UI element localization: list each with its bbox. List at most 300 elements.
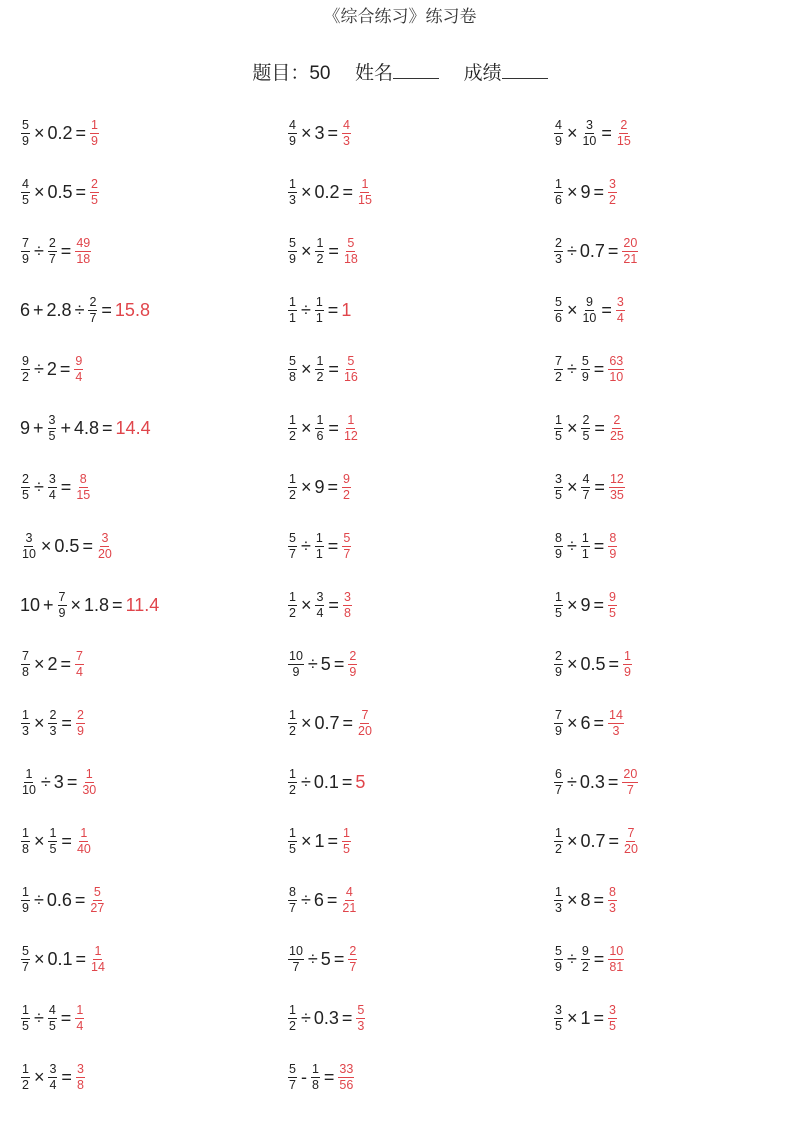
problem-item xyxy=(20,930,280,989)
denominator: 7 xyxy=(582,488,590,502)
numerator: 10 xyxy=(289,944,303,958)
fraction xyxy=(21,532,37,561)
operator: × xyxy=(300,595,312,615)
denominator: 3 xyxy=(49,724,57,738)
denominator: 4 xyxy=(48,488,56,502)
equals-sign: = xyxy=(601,123,612,143)
problem-item xyxy=(287,458,547,517)
number: 2 xyxy=(47,654,58,674)
denominator: 8 xyxy=(22,842,29,856)
problem-count: 题目：50 xyxy=(252,63,331,84)
denominator: 5 xyxy=(582,429,590,443)
equals-sign: = xyxy=(333,654,345,674)
problem-item xyxy=(20,576,280,635)
fraction xyxy=(554,591,563,620)
fraction xyxy=(48,1063,57,1092)
equals-sign: = xyxy=(59,359,71,379)
numerator: 2 xyxy=(91,177,98,191)
fraction xyxy=(21,119,30,148)
answer-fraction xyxy=(75,650,84,679)
fraction xyxy=(21,886,30,915)
problem-expression xyxy=(20,532,114,561)
fraction xyxy=(21,355,30,384)
operator: + xyxy=(33,418,44,438)
number: 0.3 xyxy=(313,1008,339,1028)
denominator: 21 xyxy=(623,252,638,266)
equals-sign: = xyxy=(102,418,113,438)
answer-fraction xyxy=(608,709,624,738)
answer-fraction xyxy=(76,709,85,738)
problem-expression xyxy=(20,709,86,738)
numerator: 9 xyxy=(585,295,593,309)
problem-item xyxy=(553,163,800,222)
number: 0.1 xyxy=(313,772,339,792)
problem-expression xyxy=(553,178,618,207)
numerator: 1 xyxy=(22,885,29,899)
fraction xyxy=(21,768,37,797)
number: 0.7 xyxy=(314,713,340,733)
fraction xyxy=(288,473,297,502)
denominator: 8 xyxy=(289,370,296,384)
problem-expression xyxy=(287,945,358,974)
operator: ÷ xyxy=(566,949,577,969)
number: 5 xyxy=(320,654,331,674)
problem-column-2 xyxy=(287,104,547,1107)
answer-fraction xyxy=(623,650,632,679)
equals-sign: = xyxy=(341,1008,353,1028)
problem-expression xyxy=(287,768,365,797)
numerator: 9 xyxy=(581,944,589,958)
answer-fraction xyxy=(608,532,617,561)
denominator: 9 xyxy=(609,547,617,561)
operator: ÷ xyxy=(300,890,311,910)
numerator: 3 xyxy=(48,472,56,486)
name-blank[interactable] xyxy=(393,62,439,79)
numerator: 5 xyxy=(343,531,351,545)
denominator: 5 xyxy=(48,1019,56,1033)
numerator: 14 xyxy=(609,708,623,722)
denominator: 2 xyxy=(555,370,562,384)
numerator: 8 xyxy=(555,531,562,545)
fraction xyxy=(288,827,297,856)
denominator: 5 xyxy=(22,193,29,207)
numerator: 9 xyxy=(22,354,29,368)
problem-item xyxy=(287,694,547,753)
fraction xyxy=(21,709,30,738)
denominator: 9 xyxy=(581,370,589,384)
fraction xyxy=(581,414,590,443)
denominator: 8 xyxy=(22,665,29,679)
denominator: 2 xyxy=(289,606,296,620)
fraction xyxy=(554,768,563,797)
denominator: 2 xyxy=(289,1019,296,1033)
numerator: 3 xyxy=(316,590,324,604)
numerator: 5 xyxy=(289,354,296,368)
denominator: 6 xyxy=(555,193,562,207)
number: 4.8 xyxy=(74,418,100,438)
fraction xyxy=(288,237,297,266)
numerator: 8 xyxy=(609,885,616,899)
answer-value: 14.4 xyxy=(115,418,151,438)
problem-expression xyxy=(553,532,618,561)
operator: × xyxy=(566,1008,578,1028)
operator: × xyxy=(566,418,578,438)
denominator: 6 xyxy=(316,429,324,443)
numerator: 1 xyxy=(94,944,102,958)
operator: + xyxy=(60,418,71,438)
numerator: 7 xyxy=(555,708,562,722)
denominator: 7 xyxy=(48,252,56,266)
problem-item xyxy=(553,458,800,517)
operator: × xyxy=(566,654,578,674)
operator: × xyxy=(33,831,45,851)
numerator: 7 xyxy=(555,354,562,368)
equals-sign: = xyxy=(74,890,86,910)
numerator: 2 xyxy=(349,944,357,958)
denominator: 5 xyxy=(91,193,98,207)
numerator: 1 xyxy=(555,590,562,604)
denominator: 2 xyxy=(289,429,296,443)
denominator: 1 xyxy=(315,547,323,561)
numerator: 2 xyxy=(89,295,97,309)
problem-expression xyxy=(287,355,360,384)
problem-expression xyxy=(553,237,639,266)
numerator: 1 xyxy=(91,118,98,132)
numerator: 2 xyxy=(49,708,57,722)
denominator: 9 xyxy=(555,724,562,738)
problem-expression xyxy=(20,886,106,915)
problem-item xyxy=(287,104,547,163)
answer-value: 5 xyxy=(355,772,366,792)
answer-value: 15.8 xyxy=(114,300,150,320)
problem-expression xyxy=(20,650,85,679)
equals-sign: = xyxy=(82,536,93,556)
number: 1.8 xyxy=(84,595,110,615)
denominator: 9 xyxy=(91,134,98,148)
problem-item xyxy=(553,989,800,1048)
operator: × xyxy=(566,182,578,202)
problem-item xyxy=(553,753,800,812)
operator: × xyxy=(33,949,45,969)
answer-fraction xyxy=(342,473,351,502)
numerator: 12 xyxy=(609,472,624,486)
answer-fraction xyxy=(75,473,91,502)
answer-fraction xyxy=(608,945,624,974)
number: 6 xyxy=(313,890,324,910)
denominator: 56 xyxy=(339,1078,354,1092)
answer-fraction xyxy=(356,1004,365,1033)
problem-item xyxy=(20,871,280,930)
numerator: 8 xyxy=(609,531,617,545)
equals-sign: = xyxy=(327,831,338,851)
fraction xyxy=(315,296,324,325)
equals-sign: = xyxy=(327,477,338,497)
denominator: 7 xyxy=(343,547,351,561)
numerator: 5 xyxy=(289,1062,296,1076)
denominator: 2 xyxy=(289,724,296,738)
answer-fraction xyxy=(342,119,351,148)
operator: × xyxy=(300,182,312,202)
answer-fraction xyxy=(338,1063,354,1092)
answer-fraction xyxy=(609,414,625,443)
fraction xyxy=(581,119,597,148)
number: 9 xyxy=(314,477,325,497)
equals-sign: = xyxy=(608,654,620,674)
answer-fraction xyxy=(343,414,359,443)
denominator: 2 xyxy=(289,488,296,502)
operator: × xyxy=(33,1067,45,1087)
numerator: 7 xyxy=(361,708,369,722)
problem-expression xyxy=(287,591,353,620)
numerator: 2 xyxy=(613,413,621,427)
operator: ÷ xyxy=(307,654,318,674)
numerator: 1 xyxy=(343,826,350,840)
fraction xyxy=(554,827,563,856)
problem-expression xyxy=(287,119,352,148)
answer-fraction xyxy=(75,1004,84,1033)
denominator: 4 xyxy=(49,1078,57,1092)
denominator: 7 xyxy=(289,901,296,915)
operator: × xyxy=(33,123,45,143)
equals-sign: = xyxy=(342,182,354,202)
operator: ÷ xyxy=(33,477,44,497)
problem-expression xyxy=(287,650,358,679)
denominator: 5 xyxy=(49,842,57,856)
fraction xyxy=(554,237,563,266)
equals-sign: = xyxy=(607,772,619,792)
numerator: 1 xyxy=(289,295,296,309)
operator: ÷ xyxy=(33,359,44,379)
denominator: 5 xyxy=(555,429,562,443)
equals-sign: = xyxy=(61,1067,72,1087)
problem-expression xyxy=(553,827,640,856)
fraction xyxy=(581,473,590,502)
numerator: 20 xyxy=(623,236,638,250)
numerator: 4 xyxy=(343,118,350,132)
problem-item xyxy=(20,753,280,812)
answer-fraction xyxy=(343,355,359,384)
numerator: 2 xyxy=(555,649,562,663)
problem-item xyxy=(553,517,800,576)
denominator: 2 xyxy=(289,783,296,797)
numerator: 1 xyxy=(289,177,296,191)
numerator: 1 xyxy=(22,826,29,840)
equals-sign: = xyxy=(342,713,354,733)
denominator: 5 xyxy=(343,842,350,856)
answer-fraction xyxy=(342,827,351,856)
numerator: 1 xyxy=(80,826,88,840)
answer-value: 1 xyxy=(341,300,352,320)
problem-expression xyxy=(20,178,100,207)
problem-item xyxy=(287,1048,547,1107)
numerator: 3 xyxy=(25,531,33,545)
numerator: 8 xyxy=(289,885,296,899)
equals-sign: = xyxy=(593,536,605,556)
operator: × xyxy=(566,713,578,733)
numerator: 2 xyxy=(582,413,590,427)
answer-value: 11.4 xyxy=(125,595,160,615)
denominator: 2 xyxy=(343,488,350,502)
number: 0.3 xyxy=(579,772,605,792)
denominator: 30 xyxy=(82,783,97,797)
denominator: 3 xyxy=(612,724,620,738)
denominator: 5 xyxy=(48,429,56,443)
problem-item xyxy=(553,104,800,163)
number: 9 xyxy=(580,595,591,615)
problem-expression xyxy=(553,296,626,325)
operator: ÷ xyxy=(307,949,318,969)
denominator: 20 xyxy=(358,724,372,738)
operator: ÷ xyxy=(566,772,577,792)
denominator: 2 xyxy=(609,193,616,207)
problem-item xyxy=(287,871,547,930)
denominator: 7 xyxy=(289,1078,296,1092)
equals-sign: = xyxy=(60,477,72,497)
fraction xyxy=(288,532,297,561)
fraction xyxy=(288,355,297,384)
problem-expression xyxy=(20,1063,86,1092)
number: 5 xyxy=(320,949,331,969)
operator: × xyxy=(300,831,312,851)
fraction xyxy=(554,532,563,561)
denominator: 1 xyxy=(289,311,296,325)
numerator: 5 xyxy=(22,944,29,958)
number: 0.5 xyxy=(47,182,73,202)
fraction xyxy=(581,296,597,325)
numerator: 4 xyxy=(582,472,590,486)
numerator: 1 xyxy=(315,295,323,309)
problem-expression xyxy=(553,473,626,502)
numerator: 1 xyxy=(361,177,369,191)
fraction xyxy=(554,886,563,915)
problem-item xyxy=(20,458,280,517)
denominator: 7 xyxy=(89,311,97,325)
denominator: 3 xyxy=(555,252,562,266)
denominator: 12 xyxy=(343,429,358,443)
numerator: 9 xyxy=(343,472,350,486)
answer-fraction xyxy=(623,827,639,856)
problem-expression xyxy=(287,473,352,502)
number: 8 xyxy=(580,890,591,910)
problem-expression xyxy=(553,886,618,915)
fraction xyxy=(315,237,324,266)
denominator: 9 xyxy=(555,665,562,679)
denominator: 2 xyxy=(581,960,589,974)
equals-sign: = xyxy=(75,123,87,143)
problem-expression xyxy=(20,827,93,856)
denominator: 81 xyxy=(609,960,624,974)
operator: ÷ xyxy=(300,1008,311,1028)
problem-item xyxy=(20,340,280,399)
numerator: 5 xyxy=(581,354,589,368)
numerator: 9 xyxy=(75,354,83,368)
numerator: 1 xyxy=(289,1003,296,1017)
problem-expression xyxy=(287,178,374,207)
number: 1 xyxy=(580,1008,591,1028)
numerator: 1 xyxy=(289,472,296,486)
numerator: 1 xyxy=(316,236,324,250)
problem-expression xyxy=(20,945,107,974)
equals-sign: = xyxy=(101,300,112,320)
fraction xyxy=(554,119,563,148)
problem-item xyxy=(20,1048,280,1107)
numerator: 2 xyxy=(76,708,84,722)
equals-sign: = xyxy=(608,831,620,851)
fraction xyxy=(288,178,297,207)
operator: ÷ xyxy=(300,536,311,556)
numerator: 2 xyxy=(22,472,29,486)
problem-expression xyxy=(553,650,633,679)
denominator: 3 xyxy=(22,724,29,738)
denominator: 4 xyxy=(76,665,83,679)
problem-expression xyxy=(287,296,351,325)
denominator: 9 xyxy=(76,724,84,738)
problem-expression xyxy=(553,591,618,620)
problem-item xyxy=(287,281,547,340)
equals-sign: = xyxy=(594,418,605,438)
operator: + xyxy=(33,300,44,320)
problem-item xyxy=(20,163,280,222)
numerator: 3 xyxy=(609,1003,616,1017)
numerator: 20 xyxy=(623,767,638,781)
operator: ÷ xyxy=(300,772,311,792)
problem-item xyxy=(287,930,547,989)
problem-grid xyxy=(20,104,800,1104)
fraction xyxy=(21,945,30,974)
equals-sign: = xyxy=(60,241,72,261)
number: 0.7 xyxy=(580,831,606,851)
number: 0.6 xyxy=(46,890,72,910)
problem-column-3 xyxy=(553,104,800,1048)
answer-fraction xyxy=(608,178,617,207)
operator: × xyxy=(566,831,578,851)
operator: ÷ xyxy=(33,890,44,910)
denominator: 20 xyxy=(624,842,638,856)
number: 0.1 xyxy=(47,949,73,969)
equals-sign: = xyxy=(61,713,72,733)
problem-item xyxy=(20,812,280,871)
numerator: 4 xyxy=(555,118,562,132)
problem-item xyxy=(287,340,547,399)
score-blank[interactable] xyxy=(502,62,548,79)
fraction xyxy=(21,650,30,679)
operator: ÷ xyxy=(33,241,44,261)
fraction xyxy=(554,296,563,325)
worksheet-title: 《综合练习》练习卷 xyxy=(323,7,477,26)
answer-fraction xyxy=(90,178,99,207)
numerator: 3 xyxy=(48,413,56,427)
problem-item xyxy=(287,576,547,635)
fraction xyxy=(48,1004,57,1033)
fraction xyxy=(288,119,297,148)
denominator: 14 xyxy=(91,960,105,974)
problem-item xyxy=(287,753,547,812)
problem-expression xyxy=(287,709,374,738)
equals-sign: = xyxy=(593,949,605,969)
operator: × xyxy=(300,418,312,438)
denominator: 25 xyxy=(609,429,624,443)
denominator: 5 xyxy=(555,606,562,620)
number: 2.8 xyxy=(46,300,72,320)
number: 10 xyxy=(20,595,41,615)
equals-sign: = xyxy=(327,536,339,556)
fraction xyxy=(315,355,324,384)
numerator: 5 xyxy=(289,236,296,250)
problem-expression xyxy=(20,473,92,502)
fraction xyxy=(554,355,563,384)
numerator: 10 xyxy=(289,649,303,663)
problem-item xyxy=(553,635,800,694)
